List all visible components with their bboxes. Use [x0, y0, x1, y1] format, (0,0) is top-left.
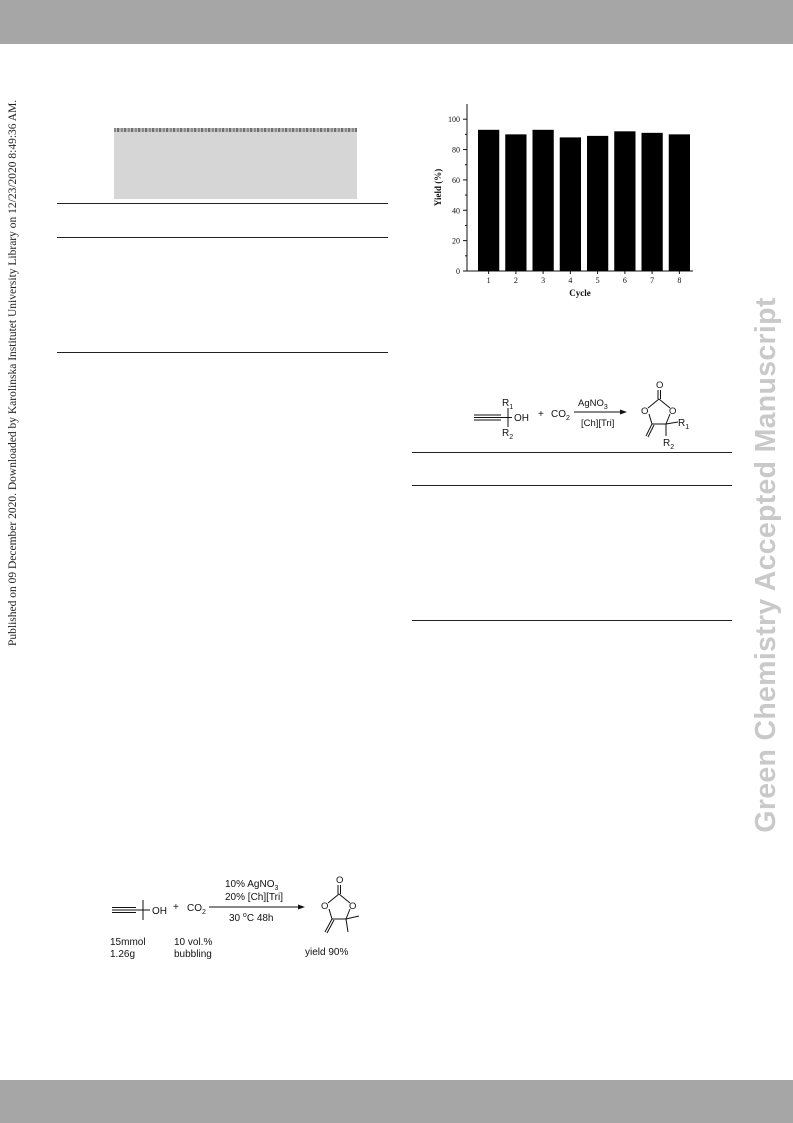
plus-sign: + — [173, 902, 179, 913]
ring-oxygen-right: O — [349, 901, 357, 912]
ring-oxygen-right: O — [669, 406, 677, 417]
publication-note: Published on 09 December 2020. Downloaded by Karolinska Institutet University Library on 12/23/2020 8:49:36 AM. — [7, 99, 19, 646]
x-tick-label: 8 — [677, 276, 682, 285]
y-tick-label: 0 — [456, 267, 460, 276]
substrate-amount-grams: 1.26g — [110, 949, 136, 960]
co2-label: $CO_2$ — [551, 409, 570, 422]
y-tick-label: 80 — [452, 145, 460, 155]
reaction-arrow — [574, 410, 627, 415]
table2-bottom-rule — [412, 620, 732, 621]
general-reaction-scheme — [470, 376, 730, 456]
y-tick-label: 20 — [452, 236, 460, 246]
product-r1: $R_1$ — [678, 418, 690, 431]
condition-agno3: 10% AgNO$_3$ — [225, 879, 279, 892]
bar-cycle-7 — [641, 133, 662, 271]
placeholder-noise-strip — [114, 128, 357, 132]
substituent-r1: $R_1$ — [502, 398, 514, 411]
carbonyl-oxygen: O — [336, 875, 344, 886]
plus-sign: + — [538, 409, 544, 420]
bar-cycle-4 — [560, 137, 581, 271]
reagent-catalyst: [Ch][Tri] — [581, 418, 615, 429]
y-axis-title: Yield (%) — [433, 168, 443, 207]
co2-label: $CO_2$ — [187, 903, 206, 916]
y-tick-label: 100 — [448, 115, 460, 125]
reagent-agno3: AgNO$_3$ — [578, 398, 608, 411]
footer-band — [0, 1080, 793, 1123]
hydroxyl-label: OH — [514, 413, 529, 424]
bar-cycle-1 — [478, 130, 499, 271]
bar-cycle-2 — [505, 134, 526, 271]
reaction-arrow — [209, 905, 305, 910]
journal-watermark: Green Chemistry Accepted Manuscript — [750, 297, 782, 833]
product-yield: yield 90% — [305, 947, 349, 958]
x-axis-title: Cycle — [569, 288, 591, 298]
table-top-rule — [57, 203, 388, 204]
y-tick-label: 40 — [452, 206, 460, 216]
alkyne-bond — [474, 408, 512, 427]
ring-oxygen-left: O — [321, 901, 329, 912]
carbonyl-oxygen: O — [656, 380, 664, 391]
bar-cycle-3 — [532, 130, 553, 271]
bar-cycle-8 — [669, 134, 690, 271]
x-tick-label: 3 — [541, 276, 546, 285]
hydroxyl-label: OH — [152, 906, 167, 917]
substrate-amount-mmol: 15mmol — [110, 937, 146, 948]
header-band — [0, 0, 793, 44]
recycling-bar-chart — [425, 96, 705, 306]
x-tick-label: 7 — [650, 276, 655, 285]
condition-catalyst: 20% [Ch][Tri] — [225, 892, 283, 903]
table2-header-rule — [412, 485, 732, 486]
condition-temperature-time: 30 $^o$C 48h — [229, 912, 274, 924]
co2-concentration: 10 vol.% — [174, 937, 213, 948]
x-tick-label: 1 — [486, 276, 491, 285]
x-tick-label: 2 — [513, 276, 518, 285]
table-header-rule — [57, 237, 388, 238]
substituent-r2: $R_2$ — [502, 428, 514, 441]
x-tick-label: 6 — [622, 276, 627, 285]
alkyne-bond-scaleup — [112, 900, 150, 920]
x-tick-label: 4 — [568, 276, 573, 285]
y-tick-label: 60 — [452, 175, 460, 185]
graphical-placeholder — [114, 128, 357, 199]
table-bottom-rule — [57, 352, 388, 353]
co2-bubbling: bubbling — [174, 949, 212, 960]
x-tick-label: 5 — [595, 276, 600, 285]
bar-cycle-5 — [587, 136, 608, 271]
ring-oxygen-left: O — [641, 406, 649, 417]
product-r2: $R_2$ — [663, 438, 675, 451]
bar-cycle-6 — [614, 131, 635, 271]
